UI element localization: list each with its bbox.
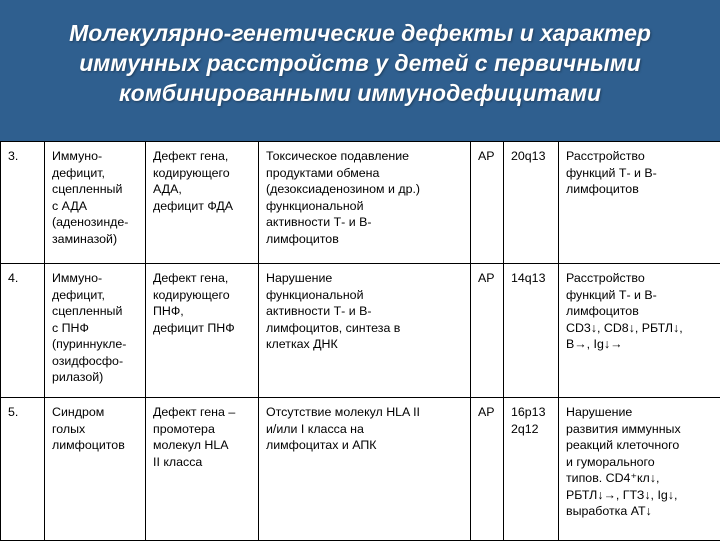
row-number: 5. <box>1 398 45 541</box>
table-row <box>1 264 720 398</box>
gene-locus: 16p13 2q12 <box>504 398 559 541</box>
gene-defect: Дефект гена, кодирующего ПНФ, дефицит ПНФ <box>146 264 259 398</box>
disease-name: Иммуно- дефицит, сцепленный с ПНФ (пуриннукле- озидфосфо- рилазой) <box>45 264 146 398</box>
gene-defect: Дефект гена, кодирующего АДА, дефицит ФДА <box>146 142 259 264</box>
row-number: 3. <box>1 142 45 264</box>
immunodeficiency-table <box>0 141 720 541</box>
table-row <box>1 398 720 541</box>
disease-name: Синдром голых лимфоцитов <box>45 398 146 541</box>
title-line-3: комбинированными иммунодефицитами <box>20 78 700 108</box>
table-row <box>1 142 720 264</box>
table-container <box>0 141 720 540</box>
title-line-1: Молекулярно-генетические дефекты и характер <box>20 18 700 48</box>
slide-title <box>20 18 700 108</box>
immune-disorder: Нарушение развития иммунных реакций клеточного и гуморального типов. CD4⁺кл↓, РБТЛ↓→, ГТЗ↓, Ig↓, выработка АТ↓ <box>559 398 720 541</box>
title-line-2: иммунных расстройств у детей с первичными <box>20 48 700 78</box>
gene-locus: 14q13 <box>504 264 559 398</box>
row-number: 4. <box>1 264 45 398</box>
mechanism: Токсическое подавление продуктами обмена (дезоксиаденозином и др.) функциональной активности Т- и В- лимфоцитов <box>259 142 471 264</box>
gene-locus: 20q13 <box>504 142 559 264</box>
immune-disorder: Расстройство функций Т- и В- лимфоцитов <box>559 142 720 264</box>
inheritance-type: АР <box>471 264 504 398</box>
disease-name: Иммуно- дефицит, сцепленный с АДА (аденозинде- заминазой) <box>45 142 146 264</box>
immune-disorder: Расстройство функций Т- и В- лимфоцитов CD3↓, CD8↓, РБТЛ↓, В→, Ig↓→ <box>559 264 720 398</box>
gene-defect: Дефект гена – промотера молекул HLA II класса <box>146 398 259 541</box>
mechanism: Нарушение функциональной активности Т- и В- лимфоцитов, синтеза в клетках ДНК <box>259 264 471 398</box>
inheritance-type: АР <box>471 142 504 264</box>
inheritance-type: АР <box>471 398 504 541</box>
mechanism: Отсутствие молекул HLA II и/или I класса на лимфоцитах и АПК <box>259 398 471 541</box>
